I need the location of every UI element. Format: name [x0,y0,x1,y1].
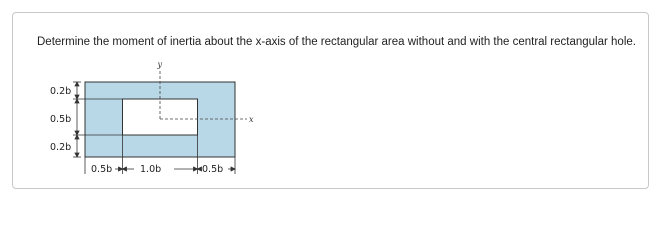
dim-center-label: 1.0b [140,164,162,175]
rectangular-area-figure [40,60,270,185]
dim-top-label: 0.2b [50,86,72,97]
dim-right-label: 0.5b [202,164,224,175]
x-axis-label: x [249,115,254,124]
dim-mid-label: 0.5b [50,114,72,125]
question-text: Determine the moment of inertia about the x-axis of the rectangular area without and with the central rectangular hole. [37,36,636,48]
dim-bot-label: 0.2b [50,142,72,153]
dim-left-label: 0.5b [91,164,113,175]
y-axis-label: y [157,60,163,69]
